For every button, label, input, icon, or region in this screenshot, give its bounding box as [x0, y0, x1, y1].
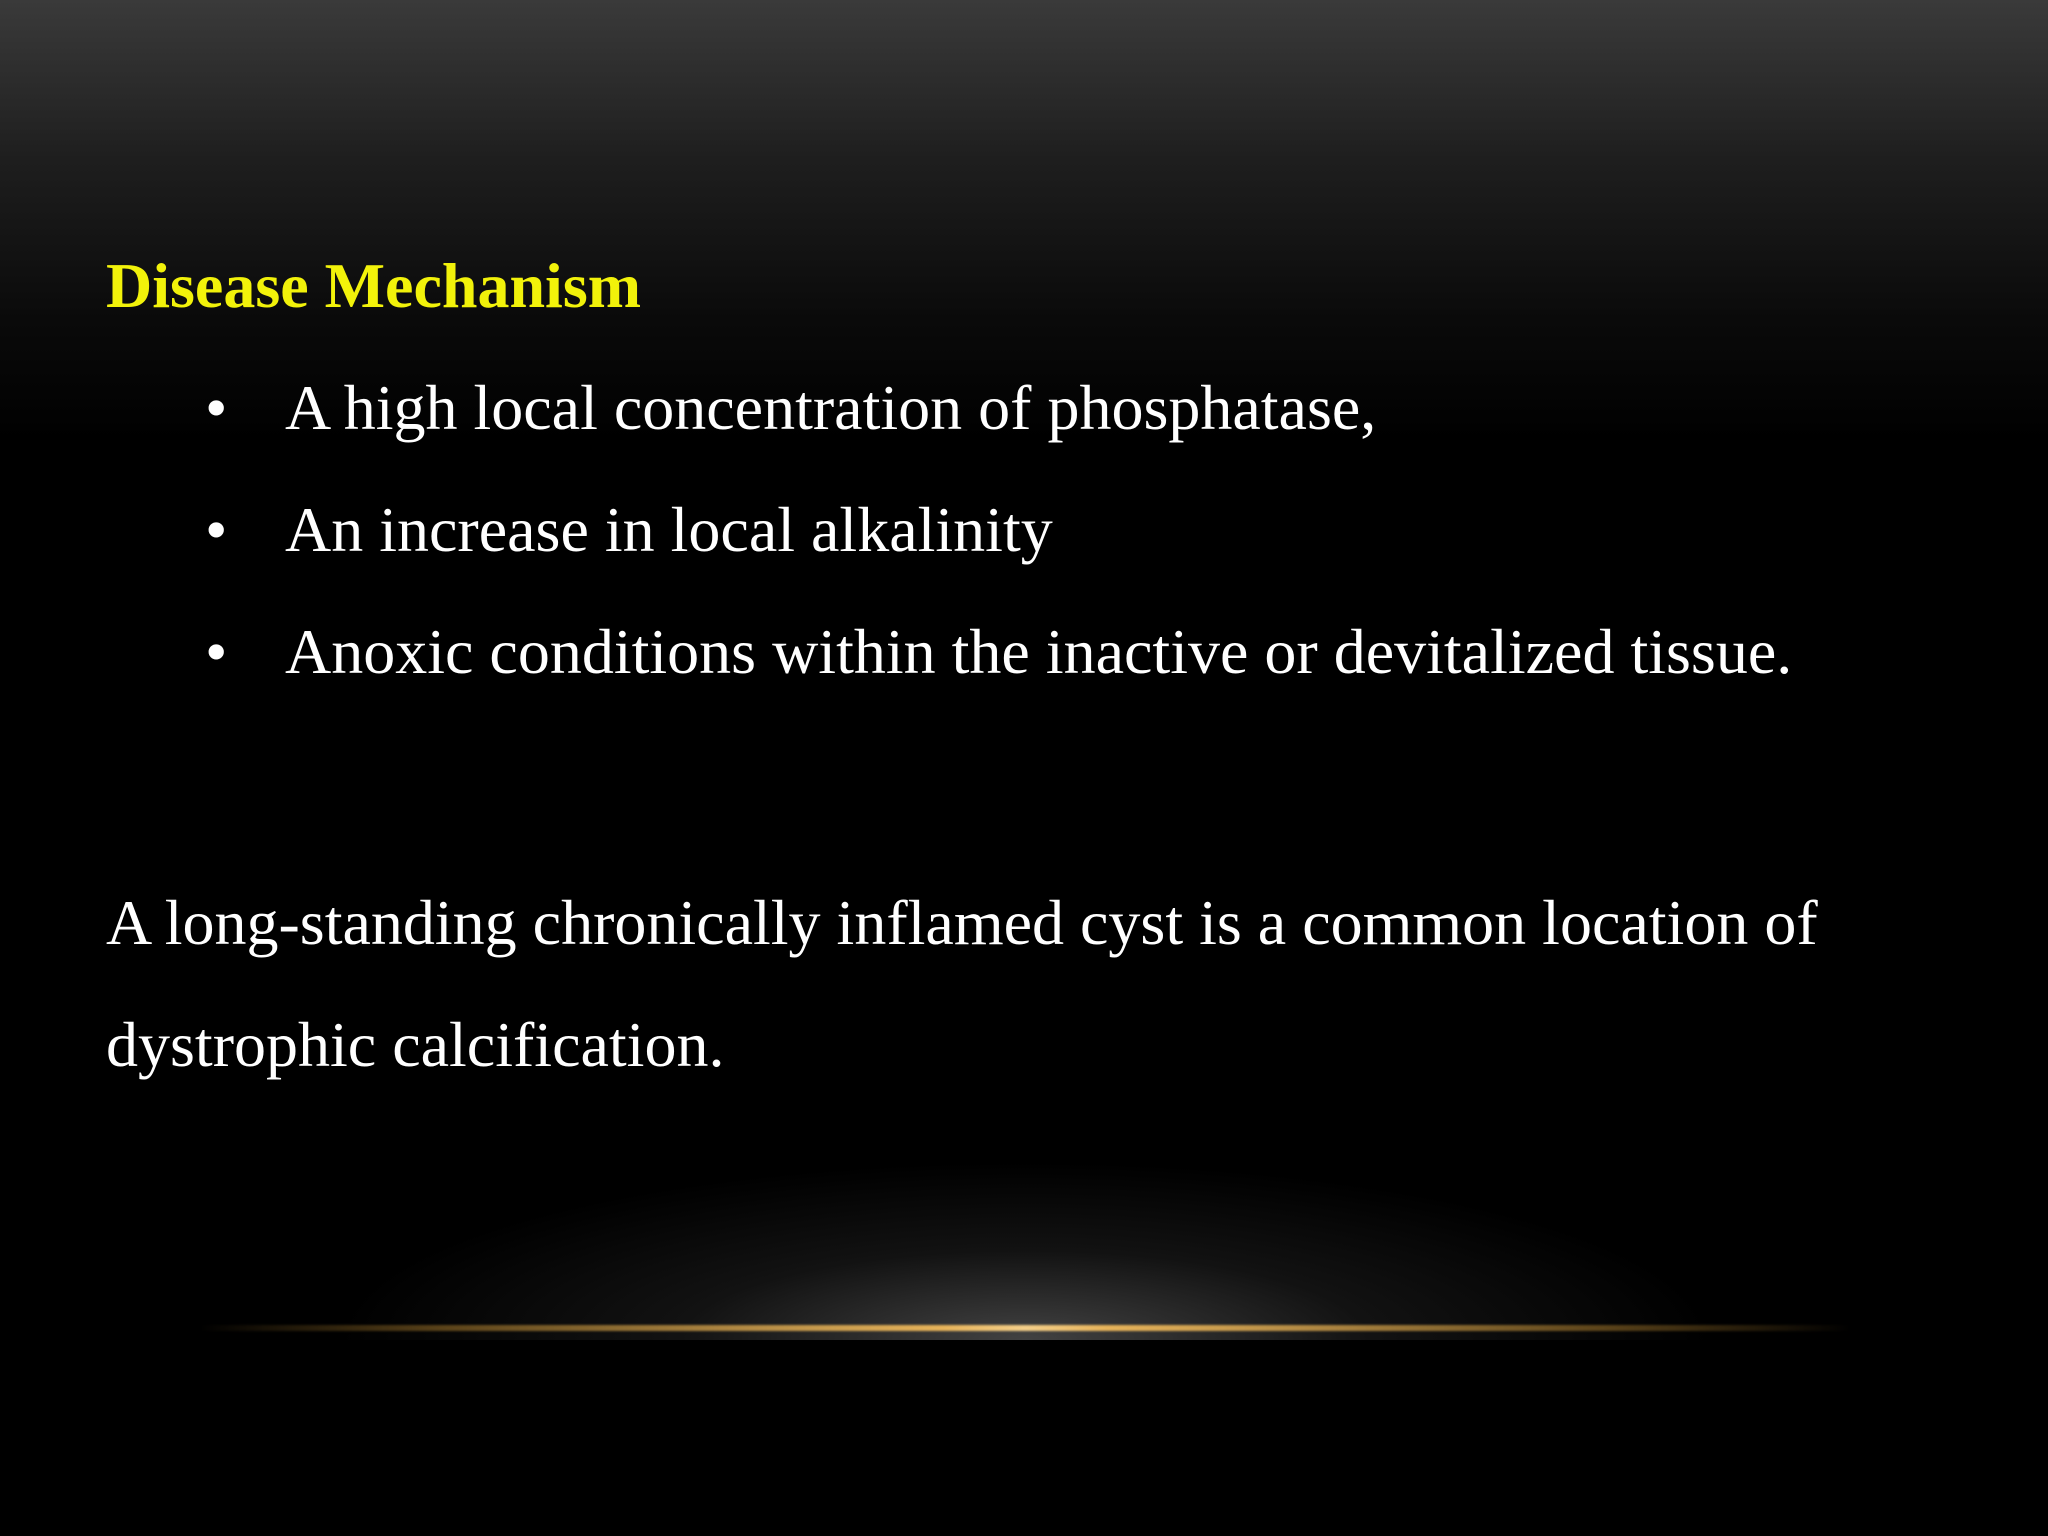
- bullet-icon: •: [205, 616, 228, 687]
- bullet-text: Anoxic conditions within the inactive or devitalized tissue.: [285, 616, 1793, 687]
- decorative-gold-line: [200, 1325, 1850, 1331]
- bullet-icon: •: [205, 372, 228, 443]
- body-paragraph: A long-standing chronically inflamed cyst is a common location of dystrophic calcification.: [106, 887, 1818, 1080]
- bullet-text: An increase in local alkalinity: [285, 494, 1053, 565]
- bullet-text: A high local concentration of phosphatase,: [285, 372, 1377, 443]
- slide-heading: Disease Mechanism: [106, 250, 642, 321]
- decorative-glow: [330, 1160, 1720, 1340]
- bullet-icon: •: [205, 494, 228, 565]
